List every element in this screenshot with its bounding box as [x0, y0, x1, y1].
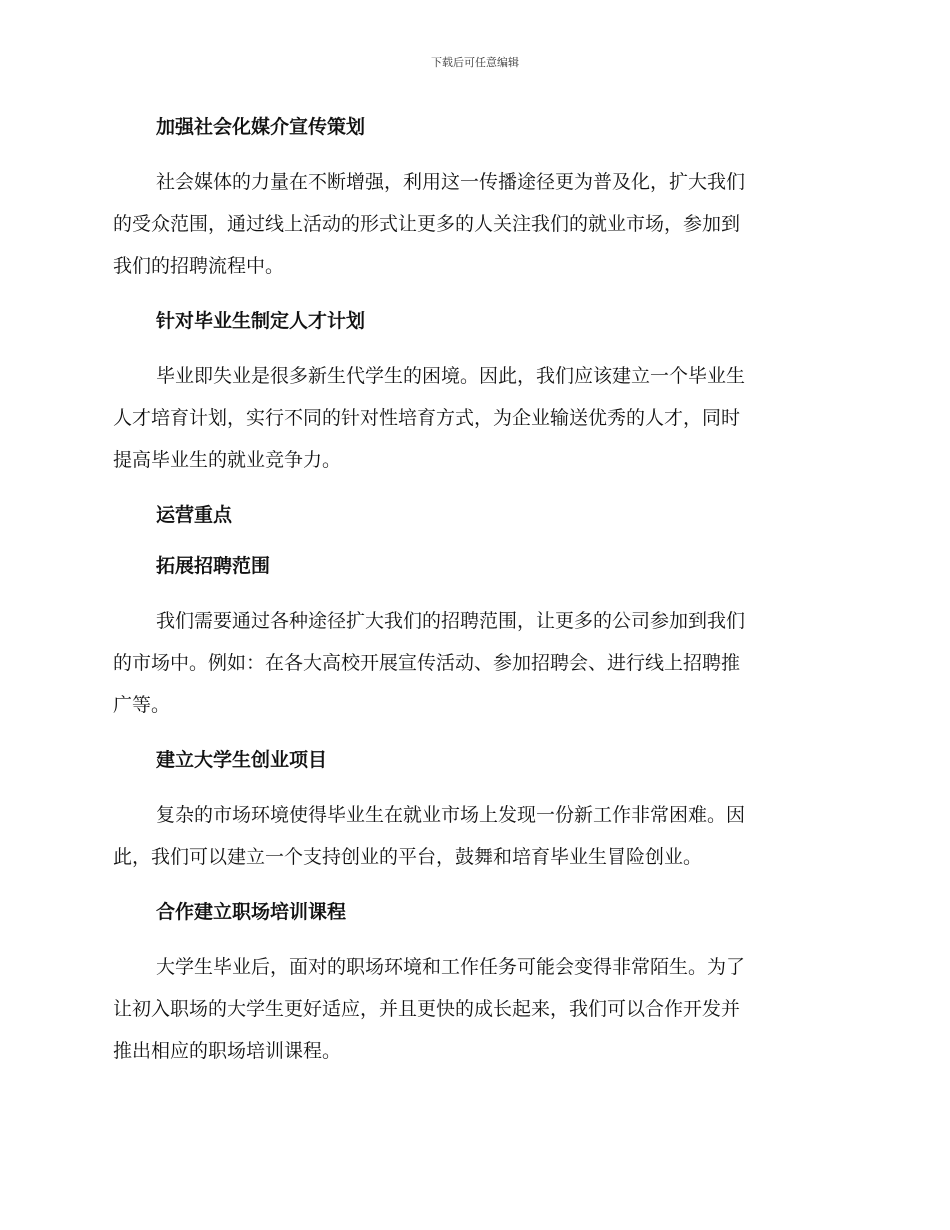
paragraph-line: 人才培育计划，实行不同的针对性培育方式，为企业输送优秀的人才，同时 — [113, 407, 741, 429]
section-heading: 建立大学生创业项目 — [156, 749, 328, 771]
paragraph-line: 此，我们可以建立一个支持创业的平台，鼓舞和培育毕业生冒险创业。 — [113, 846, 703, 868]
section-heading: 加强社会化媒介宣传策划 — [156, 116, 366, 138]
paragraph-line: 的市场中。例如：在各大高校开展宣传活动、参加招聘会、进行线上招聘推 — [113, 652, 741, 674]
paragraph-line: 社会媒体的力量在不断增强，利用这一传播途径更为普及化，扩大我们 — [156, 171, 746, 193]
page-header: 下载后可任意编辑 — [431, 56, 519, 69]
paragraph — [113, 794, 829, 878]
section-heading: 拓展招聘范围 — [156, 555, 271, 577]
paragraph-line: 毕业即失业是很多新生代学生的困境。因此，我们应该建立一个毕业生 — [156, 365, 746, 387]
section — [113, 895, 829, 1072]
document-body — [113, 110, 829, 1089]
paragraph — [113, 355, 829, 481]
section — [113, 110, 829, 287]
section — [113, 549, 829, 726]
section — [113, 304, 829, 481]
paragraph-line: 我们的招聘流程中。 — [113, 255, 285, 277]
section-heading: 合作建立职场培训课程 — [156, 901, 347, 923]
paragraph — [113, 161, 829, 287]
paragraph — [113, 946, 829, 1072]
section — [113, 498, 829, 532]
paragraph — [113, 600, 829, 726]
paragraph-line: 复杂的市场环境使得毕业生在就业市场上发现一份新工作非常困难。因 — [156, 804, 746, 826]
paragraph-line: 大学生毕业后，面对的职场环境和工作任务可能会变得非常陌生。为了 — [156, 956, 746, 978]
section-heading: 运营重点 — [156, 504, 233, 526]
paragraph-line: 提高毕业生的就业竞争力。 — [113, 449, 342, 471]
section — [113, 743, 829, 878]
paragraph-line: 我们需要通过各种途径扩大我们的招聘范围，让更多的公司参加到我们 — [156, 610, 746, 632]
paragraph-line: 让初入职场的大学生更好适应，并且更快的成长起来，我们可以合作开发并 — [113, 998, 741, 1020]
section-heading: 针对毕业生制定人才计划 — [156, 310, 366, 332]
paragraph-line: 广等。 — [113, 694, 171, 716]
paragraph-line: 的受众范围，通过线上活动的形式让更多的人关注我们的就业市场，参加到 — [113, 213, 741, 235]
paragraph-line: 推出相应的职场培训课程。 — [113, 1040, 342, 1062]
